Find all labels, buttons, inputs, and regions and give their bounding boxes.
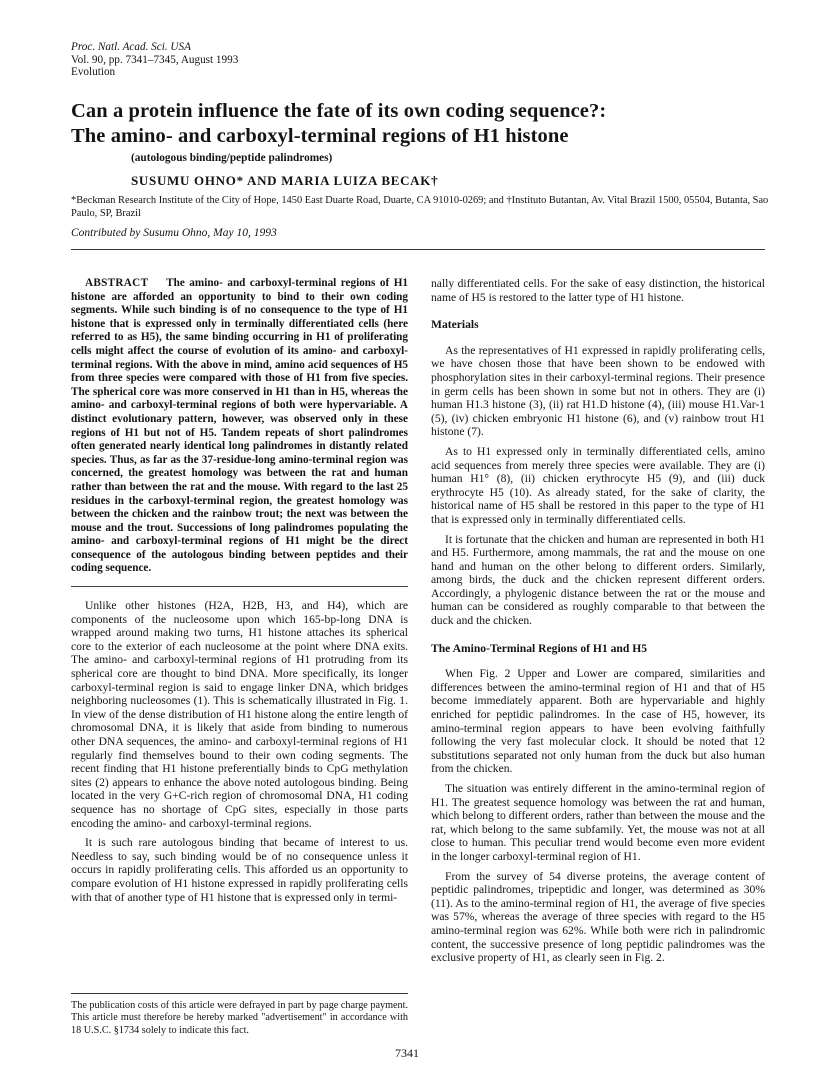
- title-line-1: Can a protein influence the fate of its own coding sequence?:: [71, 100, 607, 122]
- materials-paragraph-2: As to H1 expressed only in terminally differentiated cells, amino acid sequences from merely three species were available. They are (i) human H1° (8), (ii) chicken erythrocyte H5 (9), and (iii) duck erythrocyte H5 (10). As already stated, for the sake of clarity, the historical name of H5 shall be restored in this paper to the type of H1 that is expressed only in terminally differentiated cells.: [431, 444, 765, 526]
- amino-paragraph-1: When Fig. 2 Upper and Lower are compared, similarities and differences between the amino-terminal region of H1 and that of H5 become immediately apparent. Both are hypervariable and highly enriched for peptidic palindromes. In the case of H5, however, its amino-terminal region appears to have been evolving faithfully following the very fast molecular clock. It should be noted that 12 substitutions separated not only human from the duck but also human from the chicken.: [431, 667, 765, 776]
- heading-materials: Materials: [431, 318, 479, 332]
- journal-header: [71, 41, 238, 79]
- article-title: [71, 99, 771, 149]
- title-line-2: The amino- and carboxyl-terminal regions of H1 histone: [71, 125, 569, 147]
- abstract-divider: [71, 586, 408, 587]
- keywords-subtitle: (autologous binding/peptide palindromes): [131, 152, 333, 164]
- journal-name: Proc. Natl. Acad. Sci. USA: [71, 41, 191, 53]
- affiliations: *Beckman Research Institute of the City of Hope, 1450 East Duarte Road, Duarte, CA 91010-0269; and †Instituto Butantan, Av. Vital Brazil 1500, 05504, Butanta, Sao Paulo, SP, Brazil: [71, 195, 769, 219]
- author-list: SUSUMU OHNO* AND MARIA LUIZA BECAK†: [131, 173, 439, 188]
- intro-paragraph-2: It is such rare autologous binding that became of interest to us. Needless to say, such binding would be of no consequence unless it occurs in rapidly proliferating cells. This afforded us an opportunity to compare evolution of H1 histone expressed in rapidly proliferating cells with that of another type of H1 histone that is expressed only in termi-: [71, 836, 408, 904]
- header-divider: [71, 249, 765, 250]
- abstract: [71, 277, 408, 576]
- amino-paragraph-2: The situation was entirely different in the amino-terminal region of H1. The greatest sequence homology was between the rat and human, which belong to different orders, rather than between the mouse and the rat, which belong to the same subfamily. Yet, the mouse was not at all close to human. This peculiar trend would become even more evident in the longer carboxyl-terminal region of H1.: [431, 782, 765, 863]
- abstract-text: The amino- and carboxyl-terminal regions of H1 histone are afforded an opportunity to bind to their own coding segments. While such binding is of no consequence to the type of H1 histone that is expressed only in terminally differentiated cells (here referred to as H5), the same binding occurring in H1 of proliferating cells might affect the course of evolution of its amino- and carboxyl-terminal regions. With the above in mind, amino acid sequences of H5 from three species were compared with those of H1 from five species. The spherical core was more conserved in H1 than in H5, whereas the amino- and carboxyl-terminal regions of both were hypervariable. A distinct evolutionary pattern, however, was observed only in these regions of H1 but not of H5. Tandem repeats of short palindromes often generated nearly identical long palindromes in distantly related species. Thus, as far as the 37-residue-long amino-terminal region was concerned, the greatest homology was between the rat and human rather than between the rat and the mouse. With regard to the last 25 residues in the carboxyl-terminal region, the greatest homology was between the chicken and the rainbow trout; the next was between the mouse and the trout. Successions of long palindromes populating the amino- and carboxyl-terminal regions of H1 might be the direct consequence of the autologous binding between peptides and their coding sequence.: [71, 277, 408, 575]
- amino-paragraph-3: From the survey of 54 diverse proteins, the average content of peptidic palindromes, tripeptidic and longer, was determined as 30% (11). As to the amino-terminal region of H1, the average of five species was 57%, whereas the average of three species with regard to the H5 amino-terminal region was 62%. While both were rich in palindromic content, the successive presence of long peptidic palindromes was the exclusive property of H1, as clearly seen in Fig. 2.: [431, 869, 765, 965]
- section-label: Evolution: [71, 66, 116, 79]
- right-column: [431, 277, 765, 965]
- continued-paragraph: nally differentiated cells. For the sake of easy distinction, the historical name of H5 is restored to the latter type of H1 histone.: [431, 277, 765, 304]
- volume-line: Vol. 90, pp. 7341–7345, August 1993: [71, 53, 239, 66]
- abstract-label: ABSTRACT: [85, 277, 149, 289]
- left-column: [71, 277, 408, 904]
- page-number: 7341: [395, 1046, 419, 1060]
- intro-paragraph-1: Unlike other histones (H2A, H2B, H3, and H4), which are components of the nucleosome upon which 165-bp-long DNA is wrapped around making two turns, H1 histone attaches its spherical core to the exterior of each nucleosome at the point where DNA exits. The amino- and carboxyl-terminal regions of H1 protruding from its spherical core are thought to bind DNA. More specifically, its longer carboxyl-terminal region is said to engage linker DNA, which bridges neighboring nucleosomes (1). This is schematically illustrated in Fig. 1. In view of the dense distribution of H1 histone along the entire length of chromosomal DNA, it is likely that aside from binding to numerous other DNA sequences, the amino- and carboxyl-terminal regions of H1 regularly find themselves bound to their own coding segments. The recent finding that H1 histone preferentially binds to CpG methylation sites (2) appears to enhance the above noted autologous binding. Being located in the very G+C-rich region of chromosomal DNA, H1 coding sequence has no shortage of CpG sites, especially in those parts encoding the amino- and carboxyl-terminal regions.: [71, 599, 408, 830]
- materials-paragraph-1: As the representatives of H1 expressed in rapidly proliferating cells, we have chosen those that have been shown to be endowed with phosphorylation sites in their carboxyl-terminal regions. Their presence in germ cells has been shown in some but not in others. They are (i) human H1.3 histone (3), (ii) rat H1.D histone (4), (iii) mouse H1.Var-1 (5), (iv) chicken embryonic H1 histone (6), and (v) rainbow trout H1 histone (7).: [431, 343, 765, 439]
- materials-paragraph-3: It is fortunate that the chicken and human are represented in both H1 and H5. Furthermore, among mammals, the rat and the mouse on one hand and human on the other belong to different orders. Similarly, among birds, the duck and the chicken represent different orders. Accordingly, a phylogenic distance between the rat or the mouse and human can be considered as roughly comparable to that between the duck and the chicken.: [431, 532, 765, 628]
- footnote-divider: [71, 993, 408, 994]
- publication-footnote: The publication costs of this article were defrayed in part by page charge payment. This article must therefore be hereby marked "advertisement" in accordance with 18 U.S.C. §1734 solely to indicate this fact.: [71, 1000, 409, 1036]
- contributed-by: Contributed by Susumu Ohno, May 10, 1993: [71, 227, 277, 239]
- heading-amino-terminal: The Amino-Terminal Regions of H1 and H5: [431, 641, 648, 655]
